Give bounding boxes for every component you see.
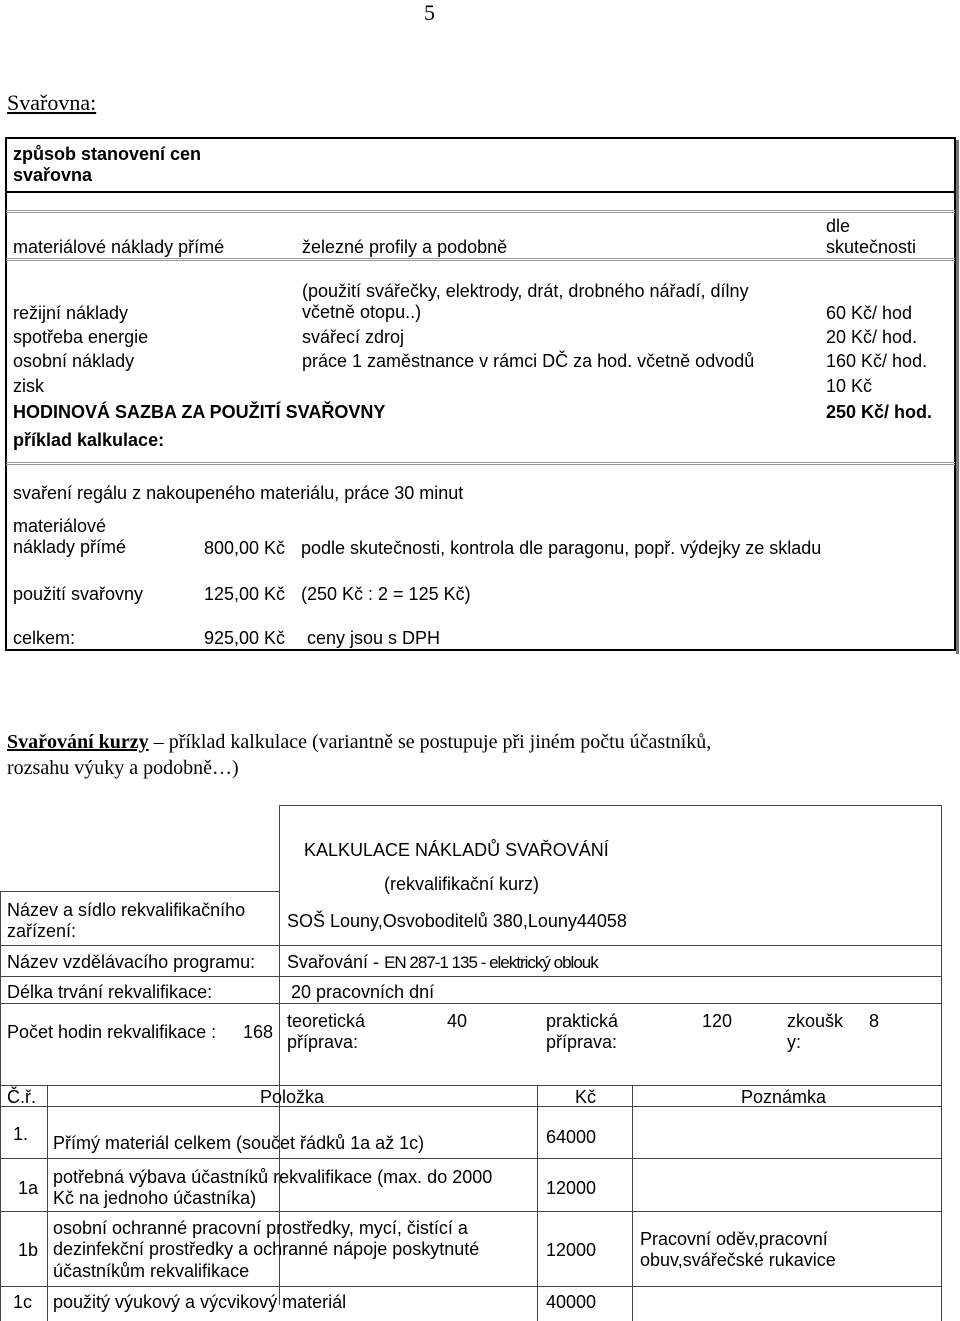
row-label-personal: osobní náklady bbox=[13, 351, 135, 371]
cost-row-1b-item-line3: účastníkům rekvalifikace bbox=[53, 1261, 250, 1281]
example-title: příklad kalkulace: bbox=[13, 430, 165, 450]
cost-row-1-no: 1. bbox=[13, 1124, 29, 1144]
facility-label-line2: zařízení: bbox=[7, 921, 77, 941]
section-heading-courses bbox=[7, 730, 711, 754]
theory-label-line2: příprava: bbox=[287, 1032, 359, 1052]
cost-table-right bbox=[941, 1085, 942, 1321]
table-header-line2: svařovna bbox=[13, 165, 93, 185]
row-value-overhead: 60 Kč/ hod bbox=[826, 303, 913, 323]
cost-row-1a-no: 1a bbox=[18, 1178, 39, 1198]
example-amount-usage: 125,00 Kč bbox=[204, 584, 286, 604]
courses-heading-bold: Svařování kurzy bbox=[7, 731, 149, 753]
program-label: Název vzdělávacího programu: bbox=[7, 952, 256, 972]
hours-value: 168 bbox=[243, 1022, 274, 1042]
row-label-energy: spotřeba energie bbox=[13, 327, 149, 347]
row-divider bbox=[6, 260, 955, 261]
svarovna-table-frame bbox=[5, 137, 956, 651]
example-amount-total: 925,00 Kč bbox=[204, 628, 286, 648]
cost-row-1c-item: použitý výukový a výcvikový materiál bbox=[53, 1292, 347, 1312]
cost-row-1a-item-line1: potřebná výbava účastníků rekvalifikace (max. do 2000 bbox=[53, 1167, 493, 1187]
cost-row-1b-no: 1b bbox=[18, 1240, 39, 1260]
example-amount-material: 800,00 Kč bbox=[204, 538, 286, 558]
facility-value: SOŠ Louny,Osvoboditelů 380,Louny44058 bbox=[287, 911, 627, 931]
row-value-material-line2: skutečnosti bbox=[826, 237, 917, 257]
duration-label: Délka trvání rekvalifikace: bbox=[7, 982, 213, 1002]
form-subtitle: (rekvalifikační kurz) bbox=[384, 874, 540, 894]
row-divider bbox=[6, 210, 955, 211]
cost-header-item: Položka bbox=[260, 1087, 325, 1107]
form-row-divider bbox=[0, 1003, 941, 1004]
cost-row-divider bbox=[0, 1211, 941, 1212]
row-divider bbox=[6, 258, 955, 259]
cost-row-1b-note-line1: Pracovní oděv,pracovní bbox=[640, 1229, 828, 1249]
program-value-b: EN 287-1 135 - elektrický oblouk bbox=[384, 953, 598, 972]
page-number: 5 bbox=[424, 0, 435, 25]
theory-value: 40 bbox=[447, 1011, 468, 1031]
practice-label-line1: praktická bbox=[546, 1011, 619, 1031]
example-note-usage: (250 Kč : 2 = 125 Kč) bbox=[301, 584, 471, 604]
program-value-a: Svařování - bbox=[287, 952, 380, 972]
row-desc-overhead-line2: včetně otopu..) bbox=[302, 302, 422, 322]
row-divider bbox=[6, 464, 955, 465]
duration-value: 20 pracovních dní bbox=[291, 982, 435, 1002]
cost-row-divider bbox=[0, 1286, 941, 1287]
row-divider bbox=[6, 212, 955, 213]
cost-row-1c-no: 1c bbox=[13, 1292, 33, 1312]
form-border-right bbox=[941, 805, 942, 1085]
example-label-total: celkem: bbox=[13, 628, 76, 648]
courses-heading-line2: rozsahu výuky a podobně…) bbox=[7, 757, 239, 779]
courses-heading-rest: – příklad kalkulace (variantně se postupuje při jiném počtu účastníků, bbox=[148, 731, 712, 753]
row-label-material: materiálové náklady přímé bbox=[13, 237, 225, 257]
practice-label-line2: příprava: bbox=[546, 1032, 618, 1052]
cost-header-note: Poznámka bbox=[741, 1087, 827, 1107]
hours-label: Počet hodin rekvalifikace : bbox=[7, 1022, 217, 1042]
row-value-personal: 160 Kč/ hod. bbox=[826, 351, 928, 371]
row-label-hourly-rate: HODINOVÁ SAZBA ZA POUŽITÍ SVAŘOVNY bbox=[13, 402, 386, 422]
row-value-hourly-rate: 250 Kč/ hod. bbox=[826, 402, 933, 422]
exam-label-line2: y: bbox=[787, 1032, 802, 1052]
form-left-border bbox=[0, 891, 1, 1085]
cost-row-1a-item-line2: Kč na jednoho účastníka) bbox=[53, 1188, 257, 1208]
exam-label-line1: zkoušk bbox=[787, 1011, 844, 1031]
exam-value: 8 bbox=[869, 1011, 880, 1031]
table-header-line1: způsob stanovení cen bbox=[13, 144, 202, 164]
cost-row-1b-note-line2: obuv,svářečské rukavice bbox=[640, 1250, 836, 1270]
practice-value: 120 bbox=[702, 1011, 733, 1031]
row-desc-material: železné profily a podobně bbox=[302, 237, 508, 257]
cost-row-divider bbox=[0, 1158, 941, 1159]
row-desc-personal: práce 1 zaměstnance v rámci DČ za hod. včetně odvodů bbox=[302, 351, 755, 371]
cost-row-1a-amount: 12000 bbox=[546, 1178, 597, 1198]
example-description: svaření regálu z nakoupeného materiálu, práce 30 minut bbox=[13, 483, 464, 503]
theory-label-line1: teoretická bbox=[287, 1011, 366, 1031]
cost-row-1b-item-line2: dezinfekční prostředky a ochranné nápoje poskytnuté bbox=[53, 1239, 480, 1259]
form-border-top bbox=[279, 805, 941, 806]
form-left-top bbox=[0, 891, 279, 892]
row-value-material-line1: dle bbox=[826, 216, 851, 236]
header-divider bbox=[6, 191, 955, 193]
section-title-svarovna: Svařovna: bbox=[7, 90, 97, 115]
cost-header-amount: Kč bbox=[575, 1087, 597, 1107]
example-label-material-line2: náklady přímé bbox=[13, 537, 127, 557]
cost-header-no: Č.ř. bbox=[7, 1087, 36, 1107]
form-title: KALKULACE NÁKLADŮ SVAŘOVÁNÍ bbox=[304, 840, 609, 860]
row-divider bbox=[6, 462, 955, 463]
cost-row-1c-amount: 40000 bbox=[546, 1292, 597, 1312]
cost-row-1b-item-line1: osobní ochranné pracovní prostředky, mycí, čistící a bbox=[53, 1218, 468, 1238]
form-row-divider bbox=[0, 945, 941, 946]
cost-row-1-amount: 64000 bbox=[546, 1127, 597, 1147]
cost-row-1b-amount: 12000 bbox=[546, 1240, 597, 1260]
row-label-overhead: režijní náklady bbox=[13, 303, 129, 323]
row-desc-energy: svářecí zdroj bbox=[302, 327, 405, 347]
program-value bbox=[287, 951, 598, 974]
cost-row-1-item: Přímý materiál celkem (součet řádků 1a až 1c) bbox=[53, 1133, 425, 1153]
row-desc-overhead-line1: (použití svářečky, elektrody, drát, drobného nářadí, dílny bbox=[302, 281, 749, 301]
form-row-divider bbox=[0, 976, 941, 977]
facility-label-line1: Název a sídlo rekvalifikačního bbox=[7, 900, 246, 920]
example-label-usage: použití svařovny bbox=[13, 584, 144, 604]
example-note-total: ceny jsou s DPH bbox=[307, 628, 441, 648]
table-shadow bbox=[956, 140, 959, 654]
example-note-material: podle skutečnosti, kontrola dle paragonu, popř. výdejky ze skladu bbox=[301, 538, 822, 558]
example-label-material-line1: materiálové bbox=[13, 516, 107, 536]
row-label-profit: zisk bbox=[13, 376, 44, 396]
row-value-energy: 20 Kč/ hod. bbox=[826, 327, 918, 347]
row-value-profit: 10 Kč bbox=[826, 376, 873, 396]
